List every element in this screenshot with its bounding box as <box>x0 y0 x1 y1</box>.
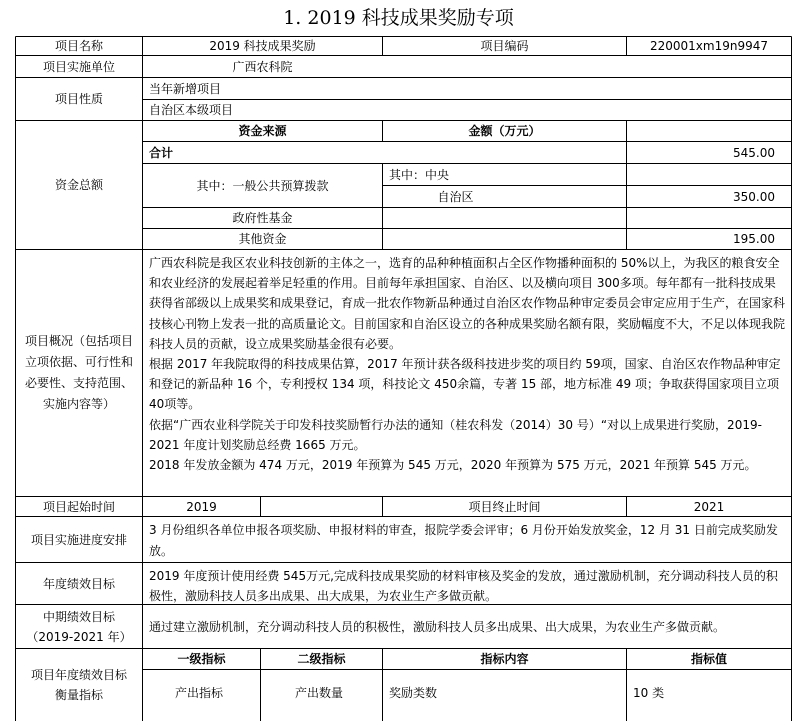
project-code-label: 项目编码 <box>480 39 529 53</box>
overview-label: 项目概况（包括项目立项依据、可行性和必要性、支持范围、实施内容等） <box>24 334 133 411</box>
indicator-header-content: 指标内容 <box>480 652 529 666</box>
indicator-row-value: 10 类 <box>633 685 665 700</box>
indicators-label-line-2: 衡量指标 <box>54 688 103 702</box>
end-label: 项目终止时间 <box>468 499 541 514</box>
funds-total-value: 545.00 <box>733 145 775 160</box>
funds-gov-fund-value <box>627 208 791 228</box>
mid-goal-label <box>16 605 142 648</box>
funds-central-value <box>627 164 791 185</box>
indicator-row-content: 奖励类数 <box>389 685 438 700</box>
overview-paragraph-2: 根据 2017 年我院取得的科技成果估算，2017 年预计获各级科技进步奖的项目约 59项，国家、自治区农作物品种审定和登记的新品种 16 个，专利授权 134 项，科技论文 450余篇，专著 15 部，地方标准 49 项；争取获得国家项目立项 40项等。 <box>149 357 781 412</box>
funds-source-header: 资金来源 <box>238 124 287 138</box>
overview-paragraph-1: 广西农科院是我区农业科技创新的主体之一，选育的品种种植面积占全区作物播种面积的 50%以上，为我区的粮食安全和农业经济的发展起着举足轻重的作用。目前每年承担国家、自治区、以及横向项目 300多项。每年都有一批科技成果获得省部级以上成果奖和成果登记，育成一批农作物新品种通过自治区农作物品种审定委员会审定应用于生产，在国家科技核心刊物上发表一批的高质量论文。目前国家和自治区设立的各种成果奖励名额有限，奖励幅度不大，不足以体现我院科技人员的贡献，设立成果奖励基金很有必要。 <box>149 256 786 351</box>
nature-value-1: 当年新增项目 <box>149 81 222 96</box>
start-value: 2019 <box>186 499 217 514</box>
page-title: 1. 2019 科技成果奖励专项 <box>283 7 514 29</box>
overview-paragraph-4: 2018 年发放金额为 474 万元，2019 年预算为 545 万元，2020 年预算为 575 万元，2021 年预算 545 万元。 <box>149 458 757 473</box>
annual-goal-value: 2019 年度预计使用经费 545万元,完成科技成果奖励的材料审核及奖金的发放，通过激励机制，充分调动科技人员的积极性，激励科技人员多出成果、出大成果，为农业生产多做贡献。 <box>149 569 778 604</box>
unit-label: 项目实施单位 <box>42 59 115 74</box>
overview-paragraph-3: 依据“广西农业科学院关于印发科技奖励暂行办法的通知（桂农科发（2014）30 号）“对以上成果进行奖励，2019-2021 年度计划奖励总经费 1665 万元。 <box>149 417 762 452</box>
funds-other-value: 195.00 <box>733 232 775 246</box>
project-code-value: 220001xm19n9947 <box>649 39 768 53</box>
nature-label: 项目性质 <box>54 92 103 106</box>
overview-text <box>143 250 791 496</box>
end-value: 2021 <box>693 499 725 514</box>
funds-gov-fund-label: 政府性基金 <box>232 211 293 225</box>
mid-goal-value: 通过建立激励机制，充分调动科技人员的积极性，激励科技人员多出成果、出大成果，为农业生产多做贡献。 <box>149 619 726 634</box>
funds-total-label: 合计 <box>149 145 174 160</box>
funds-other-label: 其他资金 <box>238 232 287 246</box>
funds-amount-header: 金额（万元） <box>468 124 541 138</box>
project-name-label: 项目名称 <box>54 39 103 53</box>
indicator-header-value: 指标值 <box>690 652 727 666</box>
indicators-label-line-1: 项目年度绩效目标 <box>30 668 127 682</box>
funds-general-budget-label: 其中：一般公共预算拨款 <box>196 178 329 193</box>
funds-region-value: 350.00 <box>733 189 775 204</box>
unit-value: 广西农科院 <box>232 59 293 74</box>
mid-goal-label-line-1: 中期绩效目标 <box>42 609 115 624</box>
project-name-value: 2019 科技成果奖励 <box>209 39 316 53</box>
funds-central-label: 其中：中央 <box>389 167 450 182</box>
annual-goal-label: 年度绩效目标 <box>42 576 115 591</box>
funds-region-label: 自治区 <box>437 189 474 204</box>
indicator-header-level2: 二级指标 <box>297 652 346 666</box>
mid-goal-label-line-2: （2019-2021 年） <box>26 629 132 644</box>
funds-label: 资金总额 <box>54 178 103 192</box>
progress-label: 项目实施进度安排 <box>30 532 127 547</box>
start-label: 项目起始时间 <box>42 499 115 514</box>
indicators-label <box>16 649 142 721</box>
progress-value: 3 月份组织各单位申报各项奖励、申报材料的审查，报院学委会评审；6 月份开始发放奖金，12 月 31 日前完成奖励发放。 <box>149 523 778 558</box>
indicator-header-level1: 一级指标 <box>177 652 226 666</box>
indicator-row-level1: 产出指标 <box>175 685 224 700</box>
indicator-row-level2: 产出数量 <box>295 685 344 700</box>
nature-value-2: 自治区本级项目 <box>149 103 234 117</box>
